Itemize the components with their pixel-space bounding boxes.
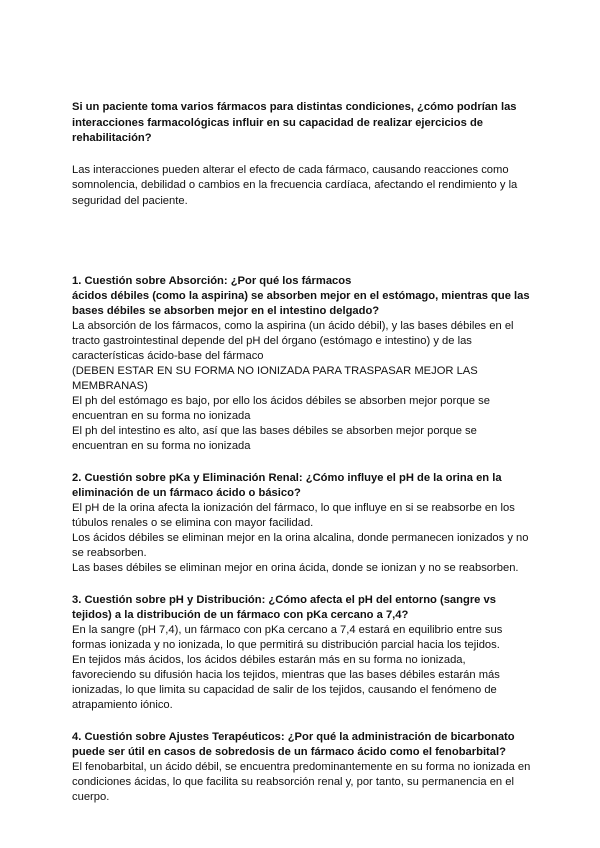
section-paragraph: La absorción de los fármacos, como la aspirina (un ácido débil), y las bases débiles en el tracto gastrointestinal depende del pH del órgano (estómago e intestino) y de las características ácido-base del fármaco [72,319,514,362]
section-title-line: 2. Cuestión sobre pKa y Eliminación Renal: ¿Cómo influye el pH de la orina en la eliminación de un fármaco ácido o básico? [72,471,502,499]
section-paragraph: En la sangre (pH 7,4), un fármaco con pKa cercano a 7,4 estará en equilibrio entre sus formas ionizada y no ionizada, lo que permitirá su distribución parcial hacia los tejidos. [72,623,503,651]
section-paragraph: (DEBEN ESTAR EN SU FORMA NO IONIZADA PARA TRASPASAR MEJOR LAS MEMBRANAS) [72,364,478,392]
intro-answer: Las interacciones pueden alterar el efecto de cada fármaco, causando reacciones como somnolencia, debilidad o cambios en la frecuencia cardíaca, afectando el rendimiento y la seguridad del paciente. [72,163,518,207]
section-paragraph: El pH de la orina afecta la ionización del fármaco, lo que influye en si se reabsorbe en los túbulos renales o se elimina con mayor facilidad. [72,501,515,529]
section-paragraph: En tejidos más ácidos, los ácidos débiles estarán más en su forma no ionizada, favoreciendo su difusión hacia los tejidos, mientras que las bases débiles estarán más ionizadas, lo que limita su capacidad de salir de los tejidos, causando el fenómeno de atrapamiento iónico. [72,653,500,711]
section-ph-distribucion [72,593,532,713]
section-paragraph: Los ácidos débiles se eliminan mejor en la orina alcalina, donde permanecen ionizados y no se reabsorben. [72,531,529,559]
section-ajustes-terapeuticos [72,730,532,805]
section-title-line: ácidos débiles (como la aspirina) se absorben mejor en el estómago, mientras que las bases débiles se absorben mejor en el intestino delgado? [72,289,530,317]
section-paragraph: El ph del estómago es bajo, por ello los ácidos débiles se absorben mejor porque se encuentran en su forma no ionizada [72,394,490,422]
section-paragraph: El fenobarbital, un ácido débil, se encuentra predominantemente en su forma no ionizada en condiciones ácidas, lo que facilita su reabsorción renal y, por tanto, su permanencia en el cuerpo. [72,760,531,803]
section-paragraph: Las bases débiles se eliminan mejor en orina ácida, donde se ionizan y no se reabsorben. [72,561,519,574]
section-title-line: 4. Cuestión sobre Ajustes Terapéuticos: ¿Por qué la administración de bicarbonato puede ser útil en casos de sobredosis de un fármaco ácido como el fenobarbital? [72,730,515,758]
section-pka-eliminacion [72,471,532,576]
section-title-line: 3. Cuestión sobre pH y Distribución: ¿Cómo afecta el pH del entorno (sangre vs tejidos) a la distribución de un fármaco con pKa cercano a 7,4? [72,593,496,621]
section-paragraph: El ph del intestino es alto, así que las bases débiles se absorben mejor porque se encuentran en su forma no ionizada [72,424,477,452]
document-page [72,100,532,805]
section-absorcion [72,274,532,454]
intro-question: Si un paciente toma varios fármacos para distintas condiciones, ¿cómo podrían las interacciones farmacológicas influir en su capacidad de realizar ejercicios de rehabilitación? [72,101,517,145]
section-title-line: 1. Cuestión sobre Absorción: ¿Por qué los fármacos [72,274,352,287]
